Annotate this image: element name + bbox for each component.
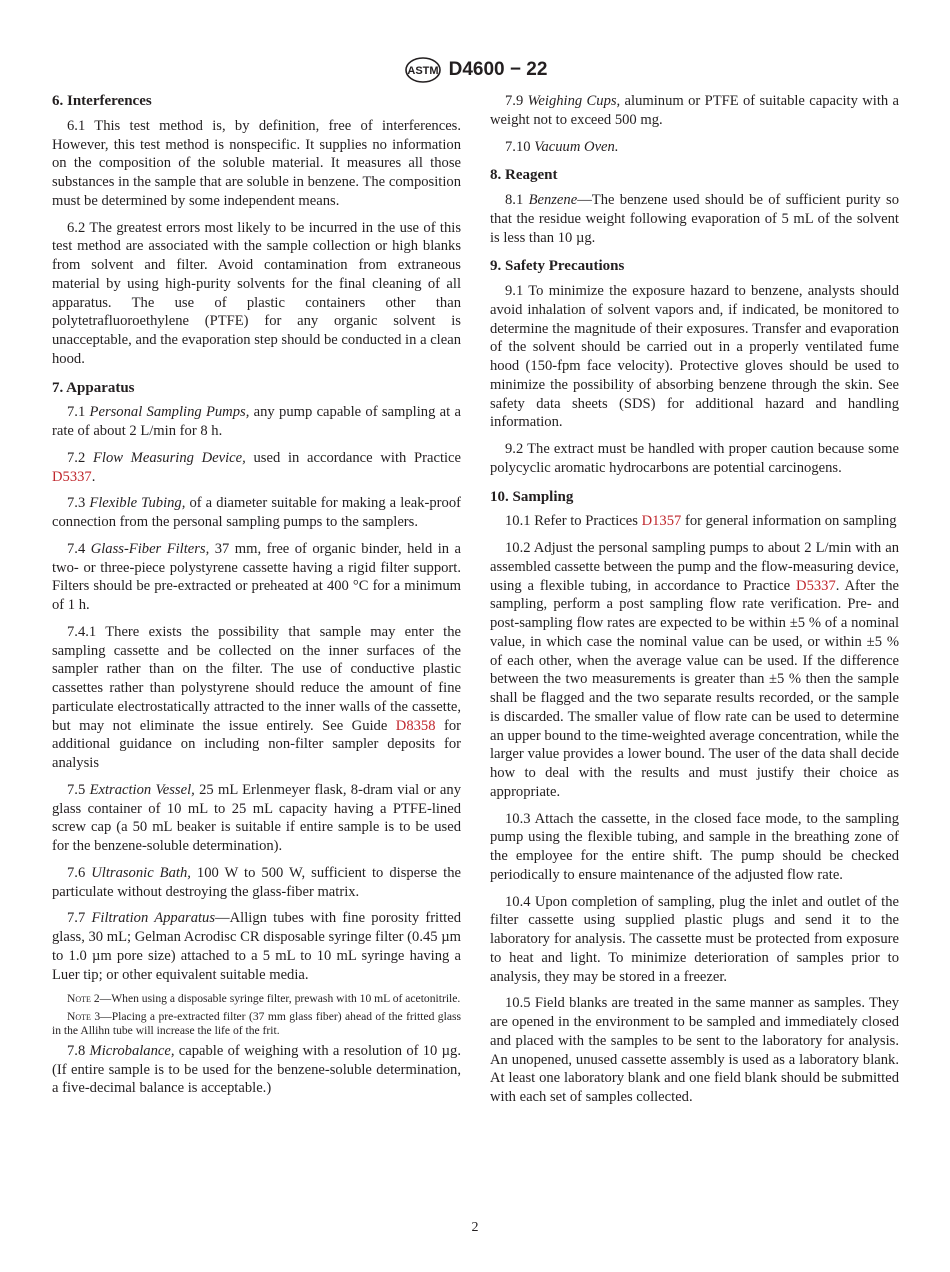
- text: 9.1 To minimize the exposure hazard to benzene, analysts should avoid inhalation of solvent vapors and, if indicated, be monitored to determine the magnitude of their exposures. Transfer and evaporation of the solvent should be carried out in a properly ventilated fume hood (150-fpm face velocity). Protective gloves should be used to minimize the possibility of absorbing benzene through the skin. See safety data sheets (SDS) for additional hazard and handling information.: [490, 283, 899, 431]
- text: 10.4 Upon completion of sampling, plug the inlet and outlet of the filter cassette using supplied plastic plugs and send it to the laboratory for analysis. The cassette must be protected from exposure to heat and light. To minimize deterioration of samples prior to analysis, they may be stored in a freezer.: [490, 893, 899, 985]
- paragraph: [490, 893, 899, 987]
- astm-logo-icon: [403, 56, 443, 84]
- text: 10.3 Attach the cassette, in the closed face mode, to the sampling pump using the flexible tubing, and sample in the breathing zone of the employee for the entire shift. The pump should be checked periodically to ensure maintenance of the adjusted flow rate.: [490, 810, 899, 883]
- paragraph: [52, 623, 461, 773]
- text: 6.1 This test method is, by definition, free of interferences. However, this test method is nonspecific. It supplies no information on the composition of the soluble material. It measures all those substances in the sample that are soluble in benzene. The composition must be determined by some independent means.: [52, 117, 461, 209]
- paragraph: [52, 909, 461, 984]
- text: 7.3: [67, 495, 90, 512]
- paragraph: [52, 219, 461, 369]
- paragraph: [52, 403, 461, 441]
- section-heading: 6. Interferences: [52, 93, 152, 109]
- text: 7.8: [67, 1042, 90, 1059]
- text: 25 mL Erlenmeyer flask, 8-dram vial or any glass container of 10 mL to 25 mL capacity having a PTFE-lined screw cap (a 50 mL beaker is suitable if entire sample is to be used for the benzene-soluble determination).: [52, 781, 461, 854]
- note-label: Note: [67, 1009, 91, 1023]
- note-label: Note: [67, 992, 91, 1006]
- term: Filtration Apparatus: [91, 910, 216, 927]
- standard-link[interactable]: D8358: [395, 717, 436, 734]
- paragraph: [490, 138, 899, 157]
- note-paragraph: [52, 992, 461, 1007]
- text: 7.4.1 There exists the possibility that sample may enter the sampling cassette and be collected on the inner surfaces of the sampler rather than on the filter. The use of conductive plastic cassettes rather than polystyrene should reduce the amount of fine particulate electrostatically attracted to the inner walls of the cassette, but may not eliminate the issue entirely. See Guide: [52, 623, 461, 734]
- term: Glass-Fiber Filters,: [90, 540, 210, 557]
- text: 9.2 The extract must be handled with proper caution because some polycyclic aromatic hydrocarbons are potential carcinogens.: [490, 441, 899, 476]
- paragraph: [52, 1042, 461, 1098]
- text: 100 W to 500 W, sufficient to disperse the particulate without destroying the glass-fiber matrix.: [52, 864, 461, 900]
- page-header: [0, 56, 950, 84]
- text: 37 mm, free of organic binder, held in a two- or three-piece polystyrene cassette having a rigid filter support. Filters should be pre-extracted or preheated at 400 °C for a minimum of 1 h.: [52, 540, 461, 613]
- text: 7.5: [67, 781, 90, 798]
- term: Flow Measuring Device,: [92, 449, 246, 466]
- text: . After the sampling, perform a post sampling flow rate verification. Pre- and post-sampling flow rates are expected to be within ±5 % of a nominal value, in which case the nominal value can be used, or within ±5 % of each other, when the average value can be used. If the difference between the two measurements is greater than ±5 % then the sample shall be flagged and the two separate results recorded, or the sample is discarded. The smaller value of flow rate can be used to determine an upper bound to the time-weighted average concentration, while the larger value provides a lower bound. The user of the data shall decide how to deal with the results and must justify their choice as appropriate.: [490, 577, 900, 800]
- text: 7.6: [67, 864, 92, 881]
- text: for general information on sampling: [681, 513, 897, 530]
- term: Personal Sampling Pumps,: [89, 404, 250, 421]
- text: 7.7: [67, 910, 92, 927]
- term: Extraction Vessel,: [89, 781, 195, 798]
- svg-text:ASTM: ASTM: [407, 65, 439, 77]
- paragraph: [52, 540, 461, 615]
- text: 7.9: [505, 93, 528, 109]
- page-number: 2: [471, 1220, 479, 1235]
- text: —The benzene used should be of sufficient purity so that the residue weight following evaporation of 5 mL of the solvent is less than 10 µg.: [490, 192, 900, 246]
- paragraph: [490, 191, 899, 247]
- text: —Allign tubes with fine porosity fritted glass, 30 mL; Gelman Acrodisc CR disposable syringe filter (0.45 µm to 1.0 µm pore size) attached to a 5 mL to 10 mL syringe having a Luer tip; or other equivalent suitable media.: [52, 910, 461, 983]
- paragraph: [490, 539, 899, 802]
- text: for additional guidance on including non-filter sampler deposits for analysis: [52, 717, 461, 771]
- term: Ultrasonic Bath,: [91, 864, 191, 881]
- paragraph: [52, 449, 461, 487]
- text: 7.10: [505, 138, 535, 155]
- text: 6.2 The greatest errors most likely to be incurred in the use of this test method are associated with the sample collection or high blanks from solvent and filter. Avoid contamination from extraneous material by using high-purity solvents for the final cleaning of all apparatus. The use of plastic containers other than polytetrafluoroethylene (PTFE) for any organic solvent is unacceptable, and the evaporation step should be conducted in a clean hood.: [52, 219, 461, 367]
- text: .: [91, 468, 96, 485]
- text: capable of weighing with a resolution of 10 µg. (If entire sample is to be used for the benzene-soluble determination, a five-decimal balance is acceptable.): [52, 1042, 461, 1097]
- text: 7.2: [67, 449, 93, 466]
- text: 10.5 Field blanks are treated in the same manner as samples. They are opened in the environment to be sampled and immediately closed and placed with the samples to be sent to the laboratory for analysis. An unopened, unused cassette assembly is used as a laboratory blank. At least one laboratory blank and one field blank should be submitted with each set of samples collected.: [490, 995, 899, 1105]
- section-heading: 8. Reagent: [490, 167, 558, 184]
- term: Weighing Cups,: [527, 93, 621, 109]
- section-heading: 7. Apparatus: [52, 379, 135, 396]
- section-heading: 10. Sampling: [490, 488, 574, 505]
- term: Flexible Tubing,: [89, 495, 186, 512]
- left-column: [52, 92, 461, 1106]
- paragraph: [490, 282, 899, 432]
- standard-link[interactable]: D5337: [52, 468, 92, 485]
- paragraph: [490, 512, 899, 531]
- paragraph: [52, 864, 461, 902]
- text: used in accordance with Practice: [245, 449, 462, 466]
- text: of a diameter suitable for making a leak-proof connection from the personal sampling pumps to the samplers.: [52, 495, 461, 530]
- right-column: [490, 92, 899, 1115]
- text: any pump capable of sampling at a rate of about 2 L/min for 8 h.: [52, 404, 461, 439]
- note-paragraph: [52, 1010, 461, 1039]
- paragraph: [52, 781, 461, 856]
- text: 10.2 Adjust the personal sampling pumps to about 2 L/min with an assembled cassette between the pump and the flow-measuring device, using a flexible tubing, in accordance to Practice: [490, 540, 899, 594]
- text: 8.1: [505, 192, 529, 208]
- text: 3—Placing a pre-extracted filter (37 mm glass fiber) ahead of the fritted glass in the Allihn tube will increase the life of the frit.: [52, 1009, 461, 1038]
- paragraph: [490, 994, 899, 1107]
- text: 10.1 Refer to Practices: [505, 513, 642, 530]
- section-heading: 9. Safety Precautions: [490, 258, 625, 275]
- paragraph: [52, 117, 461, 211]
- standard-link[interactable]: D1357: [641, 513, 682, 530]
- standard-link[interactable]: D5337: [796, 577, 836, 594]
- standard-designation: D4600 − 22: [448, 59, 548, 80]
- paragraph: [490, 92, 899, 130]
- text: aluminum or PTFE of suitable capacity with a weight not to exceed 500 mg.: [490, 93, 899, 128]
- text: 2—When using a disposable syringe filter, prewash with 10 mL of acetonitrile.: [90, 992, 461, 1006]
- paragraph: [490, 440, 899, 478]
- term: Vacuum Oven.: [534, 138, 619, 155]
- paragraph: [52, 494, 461, 532]
- paragraph: [490, 810, 899, 885]
- text: 7.4: [67, 540, 91, 557]
- term: Benzene: [528, 192, 578, 208]
- term: Microbalance,: [89, 1042, 175, 1059]
- text: 7.1: [67, 404, 90, 421]
